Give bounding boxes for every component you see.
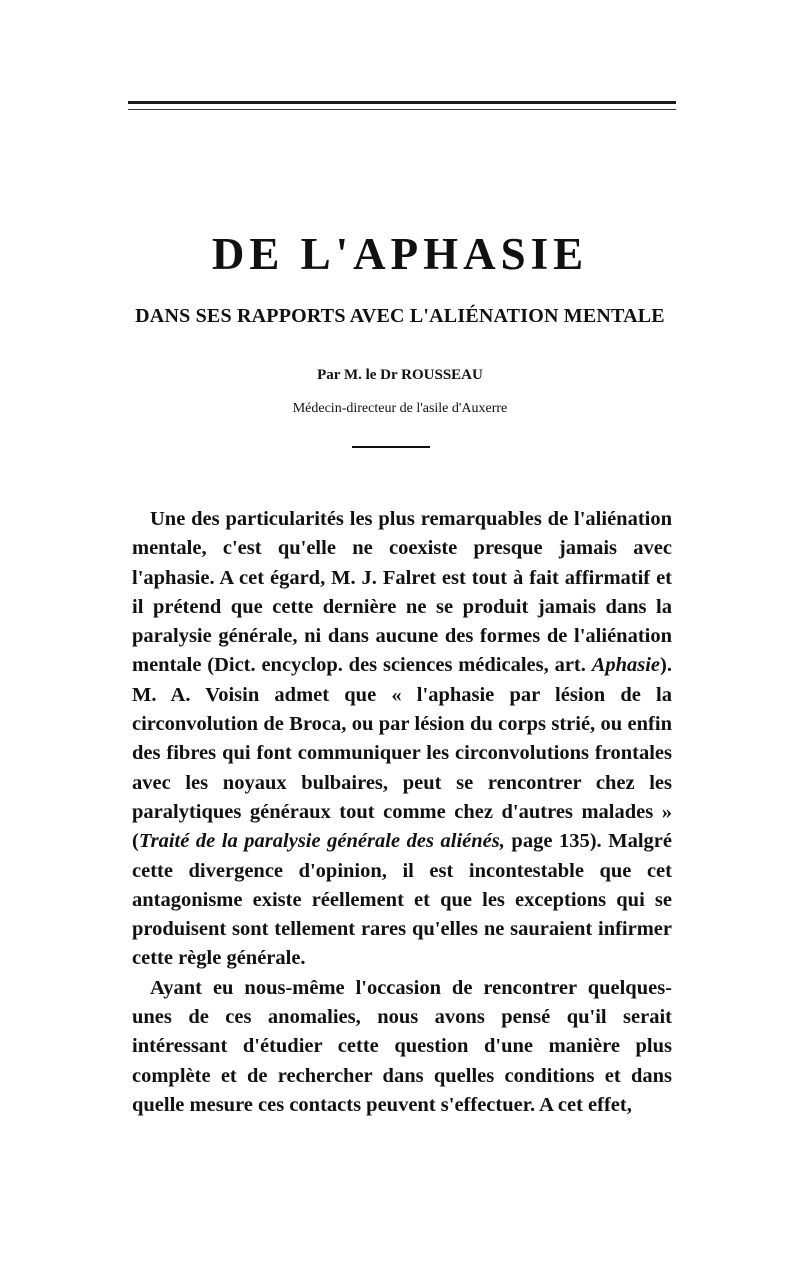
paragraph-1-italic-aphasie: Aphasie: [591, 654, 661, 677]
header-rule: [128, 101, 676, 104]
article-title: DE L'APHASIE: [211, 229, 589, 279]
article-subtitle: DANS SES RAPPORTS AVEC L'ALIÉNATION MENTALE: [135, 305, 665, 327]
paragraph-1-part-c: ). M. A. Voisin admet que « l'aphasie par lésion de la circonvolution de Broca, ou par lésion du corps strié, ou enfin des fibres qui font communiquer les circonvolutions frontales avec les noyaux bulbaires, peut se rencontrer chez les paralytiques généraux tout comme chez d'autres malades » (: [132, 654, 672, 853]
section-divider: [352, 446, 430, 448]
author-affiliation: Médecin-directeur de l'asile d'Auxerre: [292, 401, 508, 416]
paragraph-1-part-a: Une des particularités les plus remarquables de l'aliénation mentale, c'est qu'elle ne coexiste presque jamais avec l'aphasie. A cet égard, M. J. Falret est tout à fait affirmatif et il prétend que cette dernière ne se produit jamais dans la paralysie générale, ni dans aucune des formes de l'aliénation mentale (Dict. encyclop. des sciences médicales, art.: [132, 508, 672, 677]
paragraph-1: [132, 505, 672, 974]
paragraph-1-part-e: page 135). Malgré cette divergence d'opinion, il est incontestable que cet antagonisme existe réellement et que les exceptions qui se produisent sont tellement rares qu'elles ne sauraient infirmer cette règle générale.: [132, 830, 672, 970]
paragraph-2: Ayant eu nous-même l'occasion de rencontrer quelques-unes de ces anomalies, nous avons pensé qu'il serait intéressant d'étudier cette question d'une manière plus complète et de rechercher dans quelles conditions et dans quelle mesure ces contacts peuvent s'effectuer. A cet effet,: [132, 976, 672, 1116]
paragraph-1-italic-traite: Traité de la paralysie générale des aliénés,: [138, 830, 505, 853]
header-rule-thin: [128, 109, 676, 110]
article-body: [132, 505, 672, 1120]
author-line: Par M. le Dr ROUSSEAU: [317, 367, 483, 383]
